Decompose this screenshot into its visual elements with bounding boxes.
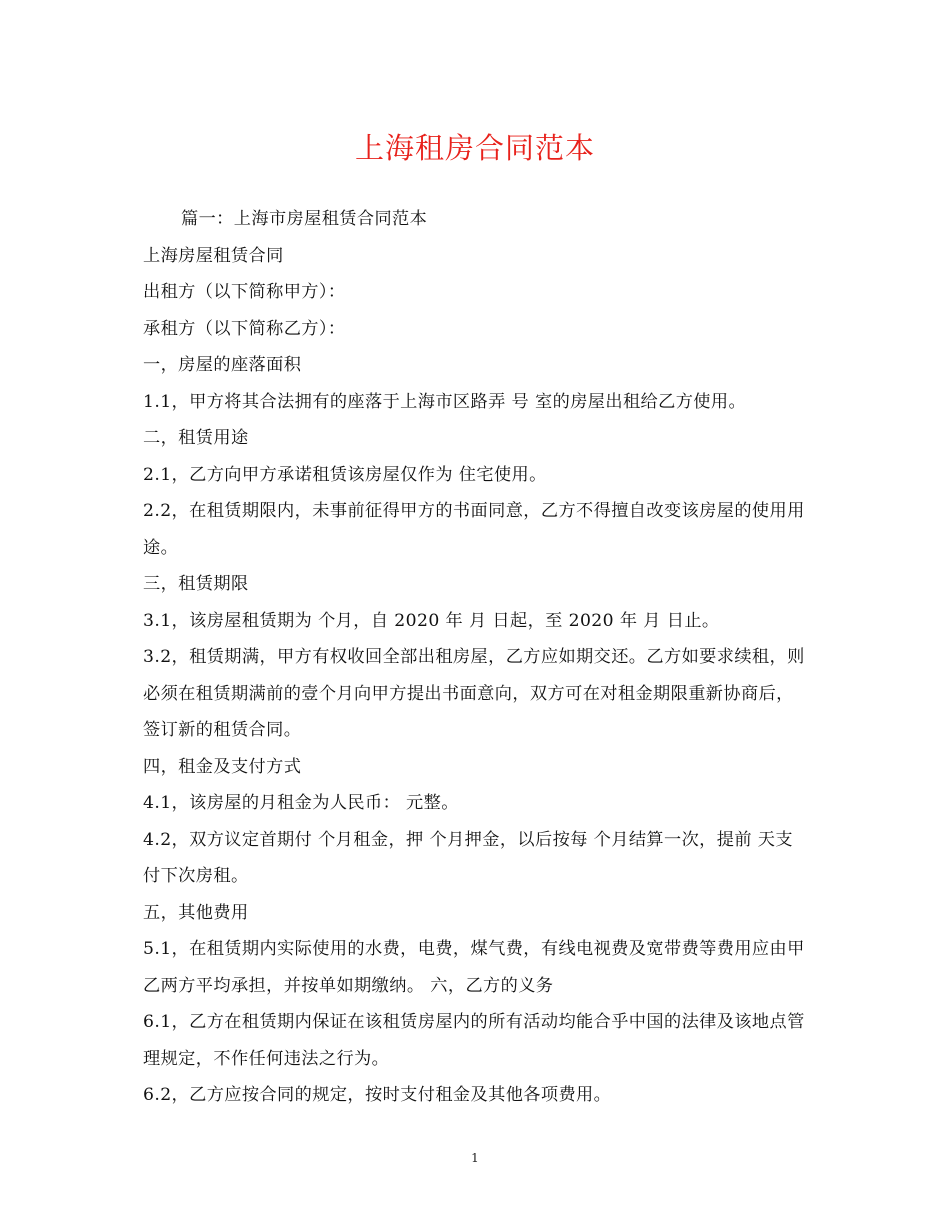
page-number: 1 bbox=[471, 1151, 479, 1165]
clause-heading: 二，租赁用途 bbox=[143, 428, 249, 448]
clause-heading: 四，租金及支付方式 bbox=[143, 756, 302, 777]
clause-text: 4.1，该房屋的月租金为人民币： 元整。 bbox=[143, 793, 459, 813]
clause-text: 3.1，该房屋租赁期为 个月，自 2020 年 月 日起，至 2020 年 月 日止。 bbox=[143, 610, 720, 631]
clause-text: 2.1，乙方向甲方承诺租赁该房屋仅作为 住宅使用。 bbox=[143, 464, 547, 485]
lessee-line: 承租方（以下简称乙方）： bbox=[143, 318, 346, 339]
lessor-line: 出租方（以下简称甲方）： bbox=[143, 282, 346, 302]
clause-text: 2.2，在租赁期限内，未事前征得甲方的书面同意，乙方不得擅自改变该房屋的使用用途。 bbox=[143, 501, 805, 558]
clause-text: 1.1，甲方将其合法拥有的座落于上海市区路弄 号 室的房屋出租给乙方使用。 bbox=[143, 391, 747, 412]
clause-heading: 一，房屋的座落面积 bbox=[143, 355, 302, 375]
clause-text: 6.1，乙方在租赁期内保证在该租赁房屋内的所有活动均能合乎中国的法律及该地点管理规定，不作任何违法之行为。 bbox=[143, 1012, 805, 1069]
document-title: 上海租房合同范本 bbox=[354, 131, 595, 165]
clause-text: 4.2，双方议定首期付 个月租金，押 个月押金，以后按每 个月结算一次，提前 天支付下次房租。 bbox=[143, 829, 793, 886]
document-body bbox=[143, 201, 808, 1114]
clause-heading: 五，其他费用 bbox=[143, 902, 249, 923]
contract-name: 上海房屋租赁合同 bbox=[143, 245, 284, 266]
clause-heading: 三，租赁期限 bbox=[143, 574, 249, 594]
clause-text: 3.2，租赁期满，甲方有权收回全部出租房屋，乙方应如期交还。乙方如要求续租，则必须在租赁期满前的壹个月向甲方提出书面意向，双方可在对租金期限重新协商后，签订新的租赁合同。 bbox=[143, 647, 805, 740]
section-heading: 篇一：上海市房屋租赁合同范本 bbox=[181, 209, 428, 229]
clause-text: 6.2，乙方应按合同的规定，按时支付租金及其他各项费用。 bbox=[143, 1085, 612, 1105]
clause-text: 5.1，在租赁期内实际使用的水费，电费，煤气费，有线电视费及宽带费等费用应由甲乙两方平均承担，并按单如期缴纳。 六，乙方的义务 bbox=[143, 939, 805, 996]
